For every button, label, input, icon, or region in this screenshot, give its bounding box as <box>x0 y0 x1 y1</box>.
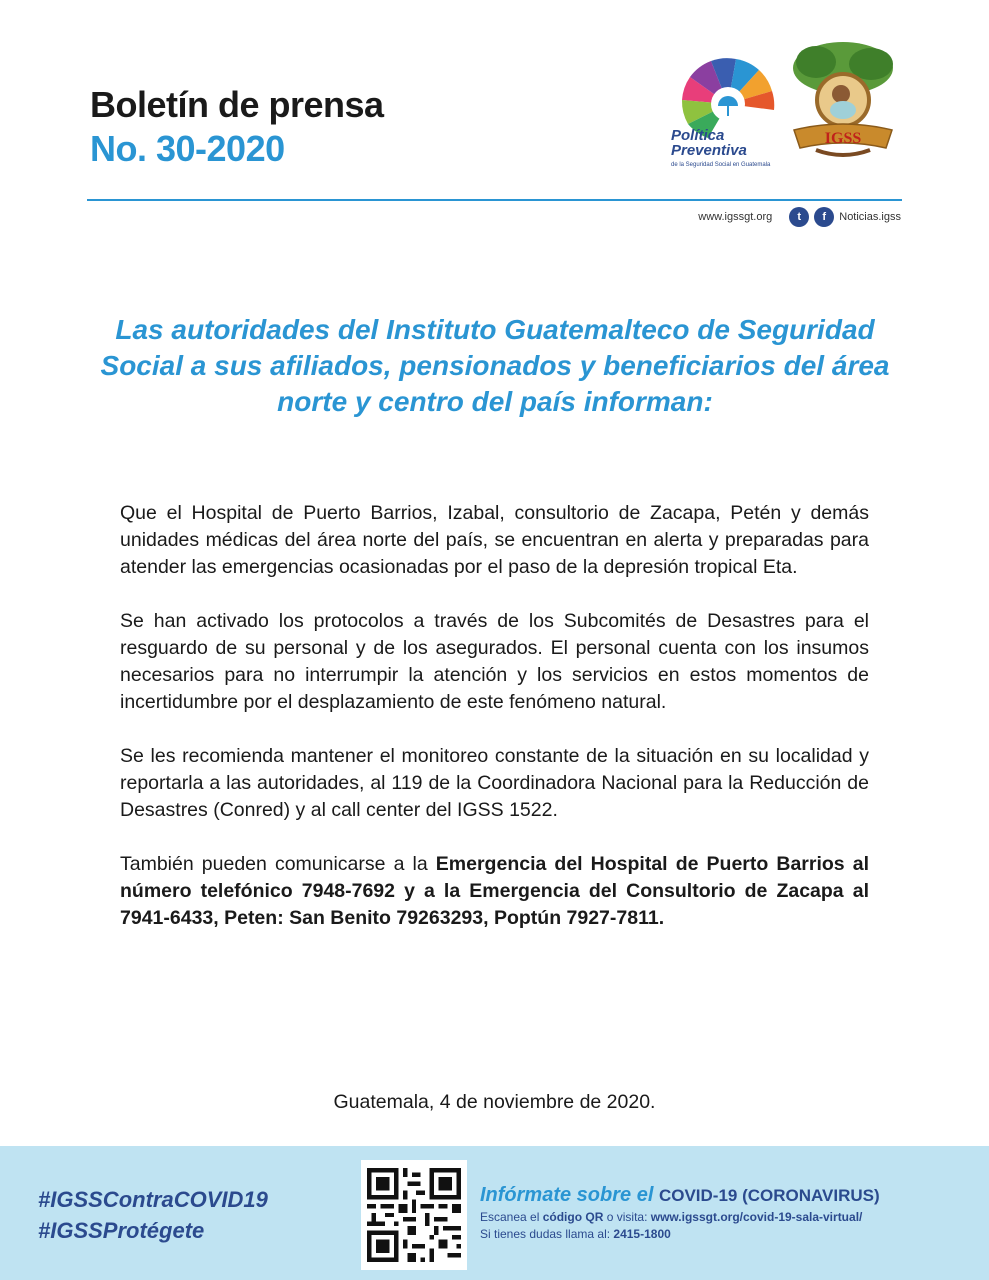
politica-preventiva-tagline: de la Seguridad Social en Guatemala <box>671 162 771 168</box>
paragraph-4-intro: También pueden comunicarse a la <box>120 853 436 875</box>
website-link[interactable]: www.igssgt.org <box>698 211 773 223</box>
igss-logo <box>786 40 901 166</box>
paragraph-1: Que el Hospital de Puerto Barrios, Izabal, consultorio de Zacapa, Petén y demás unidades médicas del área norte del país, se encuentran en alerta y preparadas para atender las emergencias ocasionadas por el paso de la depresión tropical Eta. <box>120 502 869 578</box>
social-handle[interactable]: Noticias.igss <box>839 211 901 223</box>
twitter-icon[interactable]: t <box>789 207 809 227</box>
announcement-headline: Las autoridades del Instituto Guatemalteco de Seguridad Social a sus afiliados, pensionados y beneficiarios del área norte y centro del país informan: <box>100 314 890 417</box>
qr-code[interactable] <box>361 1160 467 1270</box>
paragraph-3: Se les recomienda mantener el monitoreo constante de la situación en su localidad y reportarla a las autoridades, al 119 de la Coordinadora Nacional para la Reducción de Desastres (Conred) y al call center del IGSS 1522. <box>120 745 869 821</box>
bulletin-number: No. 30-2020 <box>90 128 285 169</box>
place-date: Guatemala, 4 de noviembre de 2020. <box>333 1091 656 1113</box>
bulletin-title: Boletín de prensa <box>90 84 384 125</box>
politica-preventiva-wordmark: Política Preventiva <box>671 127 747 159</box>
hashtag-contra-covid: #IGSSContraCOVID19 <box>38 1187 268 1212</box>
emergency-contacts: Emergencia del Hospital de Puerto Barrios al número telefónico 7948-7692 y a la Emergencia del Consultorio de Zacapa al 7941-6433, Peten: San Benito 79263293, Poptún 7927-7811. <box>120 853 869 929</box>
covid-info-title-lead: Infórmate sobre el <box>480 1184 659 1206</box>
paragraph-4 <box>120 851 869 932</box>
covid-virtual-room-link[interactable]: www.igssgt.org/covid-19-sala-virtual/ <box>650 1210 863 1224</box>
covid-info-title-covid: COVID-19 (CORONAVIRUS) <box>658 1186 880 1205</box>
footer-banner <box>0 1146 989 1280</box>
hashtag-protegete: #IGSSProtégete <box>38 1218 205 1243</box>
bulletin-body <box>120 500 869 959</box>
phone-instructions <box>480 1227 880 1241</box>
scan-pre-text: Escanea el <box>480 1210 543 1224</box>
scan-mid-text: o visita: <box>603 1210 651 1224</box>
hashtags <box>38 1184 268 1246</box>
header-divider <box>87 199 902 201</box>
covid-info-title <box>480 1184 880 1207</box>
facebook-icon[interactable]: f <box>814 207 834 227</box>
igss-logo-lettering: IGSS <box>824 130 862 147</box>
social-links <box>698 206 901 228</box>
covid-phone-number[interactable]: 2415-1800 <box>613 1227 671 1241</box>
scan-instructions <box>480 1210 880 1224</box>
qr-code-icon <box>367 1166 461 1264</box>
paragraph-2: Se han activado los protocolos a través de los Subcomités de Desastres para el resguardo de su personal y de los asegurados. El personal cuenta con los insumos necesarios para no interrumpir la atención y los servicios en estos momentos de incertidumbre por el desplazamiento de este fenómeno natural. <box>120 610 869 713</box>
scan-qr-text: código QR <box>542 1210 604 1224</box>
phone-pre-text: Si tienes dudas llama al: <box>480 1227 614 1241</box>
covid-info <box>480 1184 880 1241</box>
